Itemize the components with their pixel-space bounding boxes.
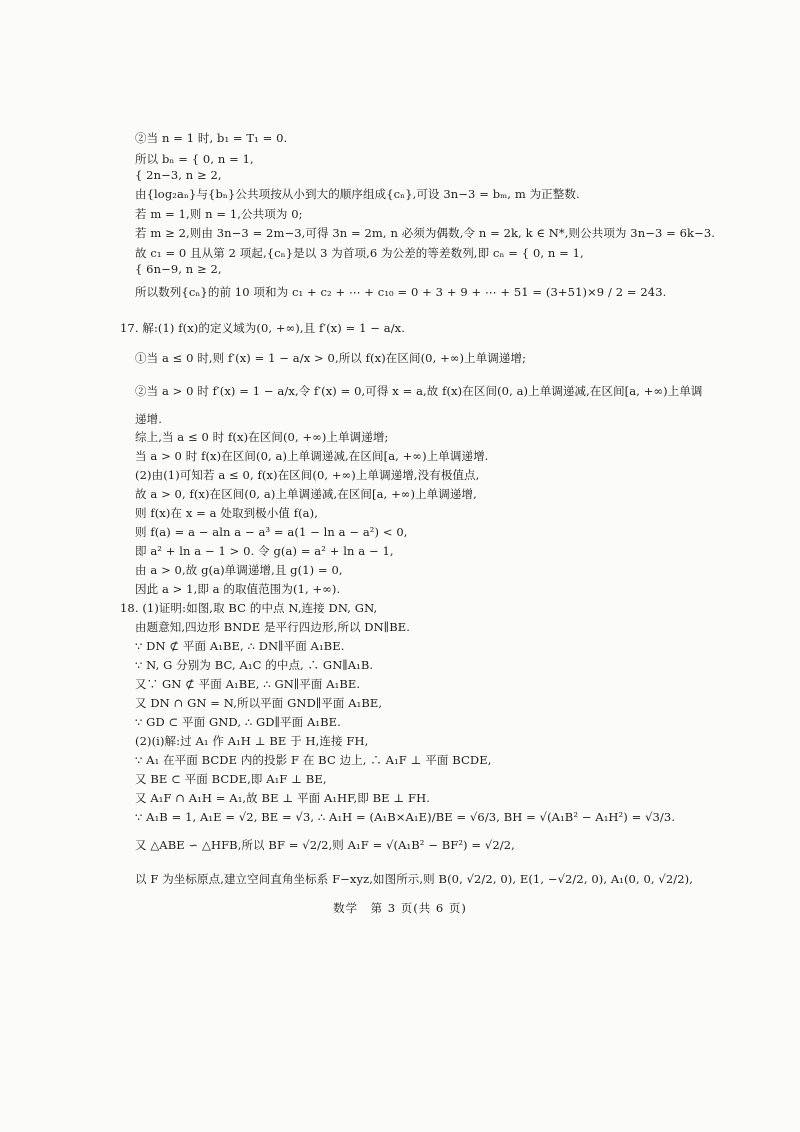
text-line: 若 m ≥ 2,则由 3n−3 = 2m−3,可得 3n = 2m, n 必须为偶数,令 n = 2k, k ∈ N*,则公共项为 3n−3 = 6k−3.: [135, 226, 715, 240]
text-line: ∵ N, G 分别为 BC, A₁C 的中点, ∴ GN∥A₁B.: [135, 658, 374, 672]
text-line: 由 a > 0,故 g(a)单调递增,且 g(1) = 0,: [135, 563, 343, 577]
text-line: 若 m = 1,则 n = 1,公共项为 0;: [135, 207, 303, 221]
text-line: (2)(i)解:过 A₁ 作 A₁H ⊥ BE 于 H,连接 FH,: [135, 734, 369, 748]
text-line: { 6n−9, n ≥ 2,: [135, 262, 222, 276]
text-line: 故 a > 0, f(x)在区间(0, a)上单调递减,在区间[a, +∞)上单调递增,: [135, 487, 477, 501]
text-line: 递增.: [135, 412, 162, 426]
text-line: 又 △ABE ∽ △HFB,所以 BF = √2/2,则 A₁F = √(A₁B² − BF²) = √2/2,: [135, 838, 515, 852]
text-line: 由题意知,四边形 BNDE 是平行四边形,所以 DN∥BE.: [135, 620, 410, 634]
text-line: 即 a² + ln a − 1 > 0. 令 g(a) = a² + ln a − 1,: [135, 544, 394, 558]
text-line: 则 f(x)在 x = a 处取到极小值 f(a),: [135, 506, 318, 520]
text-line: 又∵ GN ⊄ 平面 A₁BE, ∴ GN∥平面 A₁BE.: [135, 677, 361, 691]
text-line: 又 BE ⊂ 平面 BCDE,即 A₁F ⊥ BE,: [135, 772, 327, 786]
text-line: 18. (1)证明:如图,取 BC 的中点 N,连接 DN, GN,: [120, 601, 378, 615]
text-line: ∵ A₁ 在平面 BCDE 内的投影 F 在 BC 边上, ∴ A₁F ⊥ 平面 BCDE,: [135, 753, 492, 767]
text-line: ∵ DN ⊄ 平面 A₁BE, ∴ DN∥平面 A₁BE.: [135, 639, 345, 653]
text-line: ②当 n = 1 时, b₁ = T₁ = 0.: [135, 131, 288, 145]
text-line: (2)由(1)可知若 a ≤ 0, f(x)在区间(0, +∞)上单调递增,没有极值点,: [135, 468, 480, 482]
text-line: 又 DN ∩ GN = N,所以平面 GND∥平面 A₁BE,: [135, 696, 383, 710]
text-line: ②当 a > 0 时 f′(x) = 1 − a/x,令 f′(x) = 0,可得 x = a,故 f(x)在区间(0, a)上单调递减,在区间[a, +∞)上单调: [135, 384, 703, 398]
text-line: 又 A₁F ∩ A₁H = A₁,故 BE ⊥ 平面 A₁HF,即 BE ⊥ FH.: [135, 791, 431, 805]
text-line: ∵ A₁B = 1, A₁E = √2, BE = √3, ∴ A₁H = (A₁B×A₁E)/BE = √6/3, BH = √(A₁B² − A₁H²) = √3/3.: [135, 810, 676, 824]
text-line: 当 a > 0 时 f(x)在区间(0, a)上单调递减,在区间[a, +∞)上单调递增.: [135, 449, 489, 463]
text-line: ∵ GD ⊂ 平面 GND, ∴ GD∥平面 A₁BE.: [135, 715, 341, 729]
text-line: 因此 a > 1,即 a 的取值范围为(1, +∞).: [135, 582, 341, 596]
text-line: { 2n−3, n ≥ 2,: [135, 168, 222, 182]
text-line: 由{log₂aₙ}与{bₙ}公共项按从小到大的顺序组成{cₙ},可设 3n−3 = bₘ, m 为正整数.: [135, 187, 580, 201]
text-line: 以 F 为坐标原点,建立空间直角坐标系 F−xyz,如图所示,则 B(0, √2/2, 0), E(1, −√2/2, 0), A₁(0, 0, √2/2),: [135, 872, 693, 886]
text-line: 17. 解:(1) f(x)的定义域为(0, +∞),且 f′(x) = 1 − a/x.: [120, 321, 406, 335]
text-line: 则 f(a) = a − aln a − a³ = a(1 − ln a − a²) < 0,: [135, 525, 408, 539]
text-line: 故 c₁ = 0 且从第 2 项起,{cₙ}是以 3 为首项,6 为公差的等差数列,即 cₙ = { 0, n = 1,: [135, 246, 584, 260]
text-line: ①当 a ≤ 0 时,则 f′(x) = 1 − a/x > 0,所以 f(x)在区间(0, +∞)上单调递增;: [135, 351, 527, 365]
page-footer: 数学 第 3 页(共 6 页): [333, 901, 467, 915]
text-line: 所以 bₙ = { 0, n = 1,: [135, 152, 254, 166]
text-line: 所以数列{cₙ}的前 10 项和为 c₁ + c₂ + ⋯ + c₁₀ = 0 + 3 + 9 + ⋯ + 51 = (3+51)×9 / 2 = 243.: [135, 285, 667, 299]
text-line: 综上,当 a ≤ 0 时 f(x)在区间(0, +∞)上单调递增;: [135, 430, 389, 444]
